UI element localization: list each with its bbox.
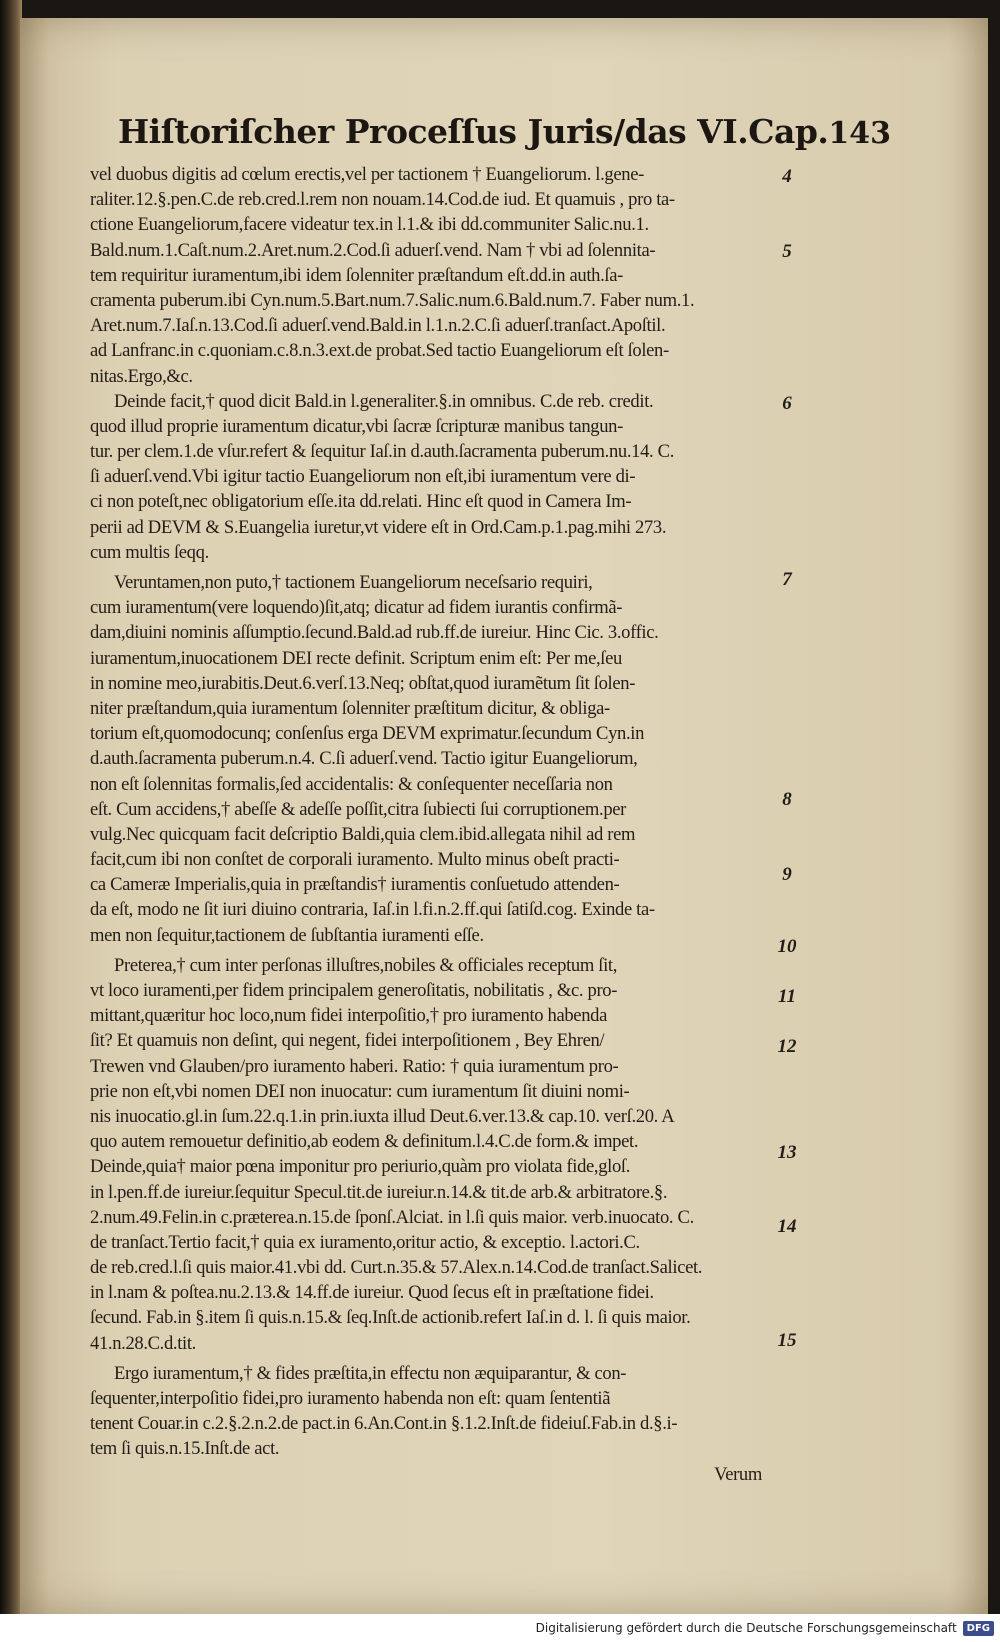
text-line: Deinde facit,† quod dicit Bald.in l.generaliter.§.in omnibus. C.de reb. credit.	[114, 390, 654, 412]
margin-note: 14	[777, 1216, 797, 1237]
text-line: vulg.Nec quicquam facit deſcriptio Baldi,quia clem.ibid.allegata nihil ad rem	[90, 823, 636, 845]
text-line: niter præſtandum,quia iuramentum ſolenniter præſtitum dicitur, & obliga-	[90, 697, 610, 719]
text-line: ſi aduerſ.vend.Vbi igitur tactio Euangeliorum non eſt,ibi iuramentum vere di-	[90, 466, 636, 488]
margin-note: 8	[782, 789, 792, 810]
margin-note: 9	[782, 864, 792, 885]
funding-credit: Digitalisierung gefördert durch die Deutsche Forschungsgemeinschaft	[535, 1621, 957, 1635]
text-line: cum multis ſeqq.	[90, 541, 209, 563]
text-line: ci non poteſt,nec obligatorium eſſe.ita dd.relati. Hinc eſt quod in Camera Im-	[90, 491, 632, 513]
margin-note: 11	[778, 986, 796, 1007]
text-line: tem requiritur iuramentum,ibi idem ſolenniter præſtandum eſt.dd.in auth.ſa-	[90, 264, 623, 286]
text-line: ca Cameræ Imperialis,quia in præſtandis† iuramentis conſuetudo attenden-	[90, 874, 620, 896]
text-line: perii ad DEVM & S.Euangelia iuretur,vt videre eſt in Ord.Cam.p.1.pag.mihi 273.	[90, 516, 667, 538]
body-text	[90, 162, 770, 1487]
text-line: 41.n.28.C.d.tit.	[90, 1332, 196, 1354]
text-line: ſit? Et quamuis non deſint, qui negent, fidei interpoſitionem , Bey Ehren/	[90, 1030, 605, 1052]
page-header	[118, 112, 892, 164]
text-line: 2.num.49.Felin.in c.præterea.n.15.de ſponſ.Alciat. in l.ſi quis maior. verb.inuocato. C.	[90, 1206, 694, 1228]
text-line: cramenta puberum.ibi Cyn.num.5.Bart.num.7.Salic.num.6.Bald.num.7. Faber num.1.	[90, 289, 695, 311]
text-line: in l.pen.ff.de iureiur.ſequitur Specul.tit.de iureiur.n.14.& tit.de arb.& arbitratore.§.	[90, 1181, 668, 1203]
text-line: facit,cum ibi non conſtet de corporali iuramento. Multo minus obeſt practi-	[90, 849, 620, 871]
text-line: in nomine meo,iurabitis.Deut.6.verſ.13.Neq; obſtat,quod iuramẽtum ſit ſolen-	[90, 672, 636, 694]
text-line: in l.nam & poſtea.nu.2.13.& 14.ff.de iureiur. Quod ſecus eſt in præſtatione fidei.	[90, 1282, 654, 1304]
text-line: torium eſt,quomodocunq; conſenſus erga DEVM exprimatur.ſecundum Cyn.in	[90, 723, 645, 745]
text-line: de reb.cred.l.ſi quis maior.41.vbi dd. Curt.n.35.& 57.Alex.n.14.Cod.de tranſact.Salicet.	[90, 1257, 703, 1279]
text-line: nis inuocatio.gl.in ſum.22.q.1.in prin.iuxta illud Deut.6.ver.13.& cap.10. verſ.20. A	[90, 1105, 675, 1127]
text-line: quo autem remouetur definitio,ab eodem & definitum.l.4.C.de form.& impet.	[90, 1131, 639, 1153]
text-line: mittant,quæritur hoc loco,num fidei interpoſitio,† pro iuramento habenda	[90, 1005, 607, 1027]
text-line: ſecund. Fab.in §.item ſi quis.n.15.& ſeq.Inſt.de actionib.refert Iaſ.in d. l. ſi quis maior.	[90, 1307, 691, 1329]
text-line: Aret.num.7.Iaſ.n.13.Cod.ſi aduerſ.vend.Bald.in l.1.n.2.C.ſi aduerſ.tranſact.Apoſtil.	[90, 315, 666, 337]
margin-note: 5	[782, 241, 792, 262]
margin-note: 10	[777, 936, 797, 957]
text-line: men non ſequitur,tactionem de ſubſtantia iuramenti eſſe.	[90, 924, 484, 946]
text-line: tur. per clem.1.de vſur.refert & ſequitur Iaſ.in d.auth.ſacramenta puberum.nu.14. C.	[90, 441, 675, 463]
text-line: ſequenter,interpoſitio fidei,pro iuramento habenda non eſt: quam ſententiã	[90, 1388, 611, 1409]
text-line: Trewen vnd Glauben/pro iuramento haberi. Ratio: † quia iuramentum pro-	[90, 1055, 619, 1077]
margin-note: 7	[782, 569, 792, 590]
margin-note: 13	[777, 1142, 797, 1163]
text-line: vt loco iuramenti,per fidem principalem generoſitatis, nobilitatis , &c. pro-	[90, 980, 618, 1001]
text-line: eſt. Cum accidens,† abeſſe & adeſſe poſſit,citra ſubiecti ſui corruptionem.per	[90, 798, 627, 820]
text-line: dam,diuini nominis aſſumptio.ſecund.Bald.ad rub.ff.de iureiur. Hinc Cic. 3.offic.	[90, 622, 659, 644]
margin-note: 4	[782, 166, 792, 187]
text-line: iuramentum,inuocationem DEI recte definit. Scriptum enim eſt: Per me,ſeu	[90, 647, 622, 669]
text-line: cum iuramentum(vere loquendo)ſit,atq; dicatur ad fidem iurantis confirmã-	[90, 597, 623, 619]
text-line: quod illud proprie iuramentum dicatur,vbi ſacræ ſcripturæ manibus tangun-	[90, 415, 623, 437]
text-line: ad Lanfranc.in c.quoniam.c.8.n.3.ext.de probat.Sed tactio Euangeliorum eſt ſolen-	[90, 340, 669, 362]
text-line: tenent Couar.in c.2.§.2.n.2.de pact.in 6.An.Cont.in §.1.2.Inſt.de fideiuſ.Fab.in d.§.i-	[90, 1413, 678, 1435]
text-line: Preterea,† cum inter perſonas illuſtres,nobiles & officiales receptum ſit,	[114, 954, 617, 976]
dfg-logo: DFG	[963, 1621, 994, 1636]
margin-note: 6	[782, 393, 792, 414]
text-line: tem ſi quis.n.15.Inſt.de act.	[90, 1438, 280, 1460]
digitization-footer	[0, 1614, 1000, 1642]
catchword: Verum	[714, 1463, 762, 1485]
page-number: 143	[828, 116, 892, 151]
text-line: Ergo iuramentum,† & fides præſtita,in effectu non æquiparantur, & con-	[114, 1362, 627, 1384]
text-line: non eſt ſolennitas formalis,ſed accidentalis: & conſequenter neceſſaria non	[90, 773, 613, 795]
text-line: Bald.num.1.Caſt.num.2.Aret.num.2.Cod.ſi aduerſ.vend. Nam † vbi ad ſolennita-	[90, 239, 656, 261]
margin-note: 12	[777, 1036, 797, 1057]
text-line: ctione Euangeliorum,facere videatur tex.in l.1.& ibi dd.communiter Salic.nu.1.	[90, 214, 649, 236]
text-line: nitas.Ergo,&c.	[90, 365, 193, 387]
text-line: Veruntamen,non puto,† tactionem Euangeliorum neceſsario requiri,	[114, 572, 593, 593]
running-title: Hiſtoriſcher Proceſſus Juris/das VI.Cap.	[118, 112, 829, 151]
text-line: d.auth.ſacramenta puberum.n.4. C.ſi aduerſ.vend. Tactio igitur Euangeliorum,	[90, 748, 638, 770]
scan-binding-edge	[0, 0, 22, 1642]
text-line: vel duobus digitis ad cœlum erectis,vel per tactionem † Euangeliorum. l.gene-	[90, 164, 644, 185]
text-line: da eſt, modo ne ſit iuri diuino contraria, Iaſ.in l.fi.n.2.ff.qui ſatiſd.cog. Exinde ta-	[90, 899, 655, 921]
text-line: prie non eſt,vbi nomen DEI non inuocatur: cum iuramentum ſit diuini nomi-	[90, 1080, 630, 1102]
margin-note: 15	[777, 1330, 797, 1351]
text-line: Deinde,quia† maior pœna imponitur pro periurio,quàm pro violata fide,gloſ.	[90, 1156, 631, 1178]
text-line: raliter.12.§.pen.C.de reb.cred.l.rem non nouam.14.Cod.de iud. Et quamuis , pro ta-	[90, 189, 675, 211]
text-line: de tranſact.Tertio facit,† quia ex iuramento,oritur actio, & exceptio. l.actori.C.	[90, 1231, 640, 1253]
